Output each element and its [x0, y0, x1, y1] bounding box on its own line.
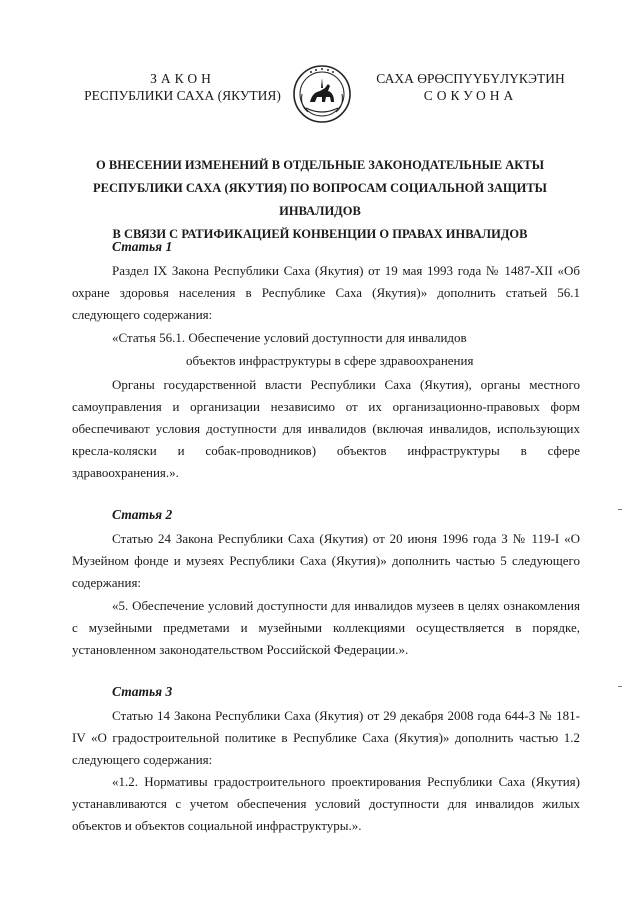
header-right-line1: САХА ӨРӨСПҮҮБҮЛҮКЭТИН	[376, 71, 565, 86]
header-left-line2: РЕСПУБЛИКИ САХА (ЯКУТИЯ)	[84, 88, 281, 103]
title-line1: О ВНЕСЕНИИ ИЗМЕНЕНИЙ В ОТДЕЛЬНЫЕ ЗАКОНОДАТЕЛЬНЫЕ АКТЫ	[96, 158, 544, 172]
article-1-quote-line1: «Статья 56.1. Обеспечение условий доступности для инвалидов	[112, 330, 467, 345]
title-line3: В СВЯЗИ С РАТИФИКАЦИЕЙ КОНВЕНЦИИ О ПРАВАХ ИНВАЛИДОВ	[112, 227, 528, 241]
header-yakut	[358, 70, 583, 104]
article-1-intro: Раздел IX Закона Республики Саха (Якутия) от 19 мая 1993 года № 1487-XII «Об охране здоровья населения в Республике Саха (Якутия)» дополнить статьей 56.1 следующего содержания:	[72, 263, 580, 322]
header-right-line2: СОКУОНА	[423, 88, 518, 103]
article-1-quote-line2: объектов инфраструктуры в сфере здравоохранения	[186, 353, 474, 368]
title-line2: РЕСПУБЛИКИ САХА (ЯКУТИЯ) ПО ВОПРОСАМ СОЦИАЛЬНОЙ ЗАЩИТЫ ИНВАЛИДОВ	[93, 181, 547, 218]
coat-of-arms-emblem	[292, 64, 352, 124]
scan-mark	[618, 509, 622, 510]
scan-mark	[618, 686, 622, 687]
header-russian	[70, 70, 295, 104]
article-1-heading: Статья 1	[112, 239, 173, 254]
header-left-line1: ЗАКОН	[150, 71, 215, 86]
article-3-heading: Статья 3	[112, 684, 173, 699]
document-title	[60, 154, 580, 246]
article-2-body: «5. Обеспечение условий доступности для инвалидов музеев в целях ознакомления с музейными предметами и музейными коллекциями осуществляется в порядке, установленном законодательством Российской Федерации.».	[72, 598, 580, 657]
article-2-heading: Статья 2	[112, 507, 173, 522]
article-3-intro: Статью 14 Закона Республики Саха (Якутия) от 29 декабря 2008 года 644-З № 181-IV «О градостроительной политике в Республике Саха (Якутия)» дополнить частью 1.2 следующего содержания:	[72, 708, 580, 767]
document-header	[0, 64, 640, 124]
article-2-intro: Статью 24 Закона Республики Саха (Якутия) от 20 июня 1996 года З № 119-I «О Музейном фонде и музеях Республики Саха (Якутия)» дополнить частью 5 следующего содержания:	[72, 531, 580, 590]
article-3-body: «1.2. Нормативы градостроительного проектирования Республики Саха (Якутия) устанавливаются с учетом обеспечения условий доступности для инвалидов жилых объектов и объектов социальной инфраструктуры.».	[72, 774, 580, 833]
article-1-body: Органы государственной власти Республики Саха (Якутия), органы местного самоуправления и организации независимо от их организационно-правовых форм обеспечивают условия доступности для инвалидов (включая инвалидов, использующих кресла-коляски и собак-проводников) объектов инфраструктуры в сфере здравоохранения.».	[72, 377, 580, 480]
